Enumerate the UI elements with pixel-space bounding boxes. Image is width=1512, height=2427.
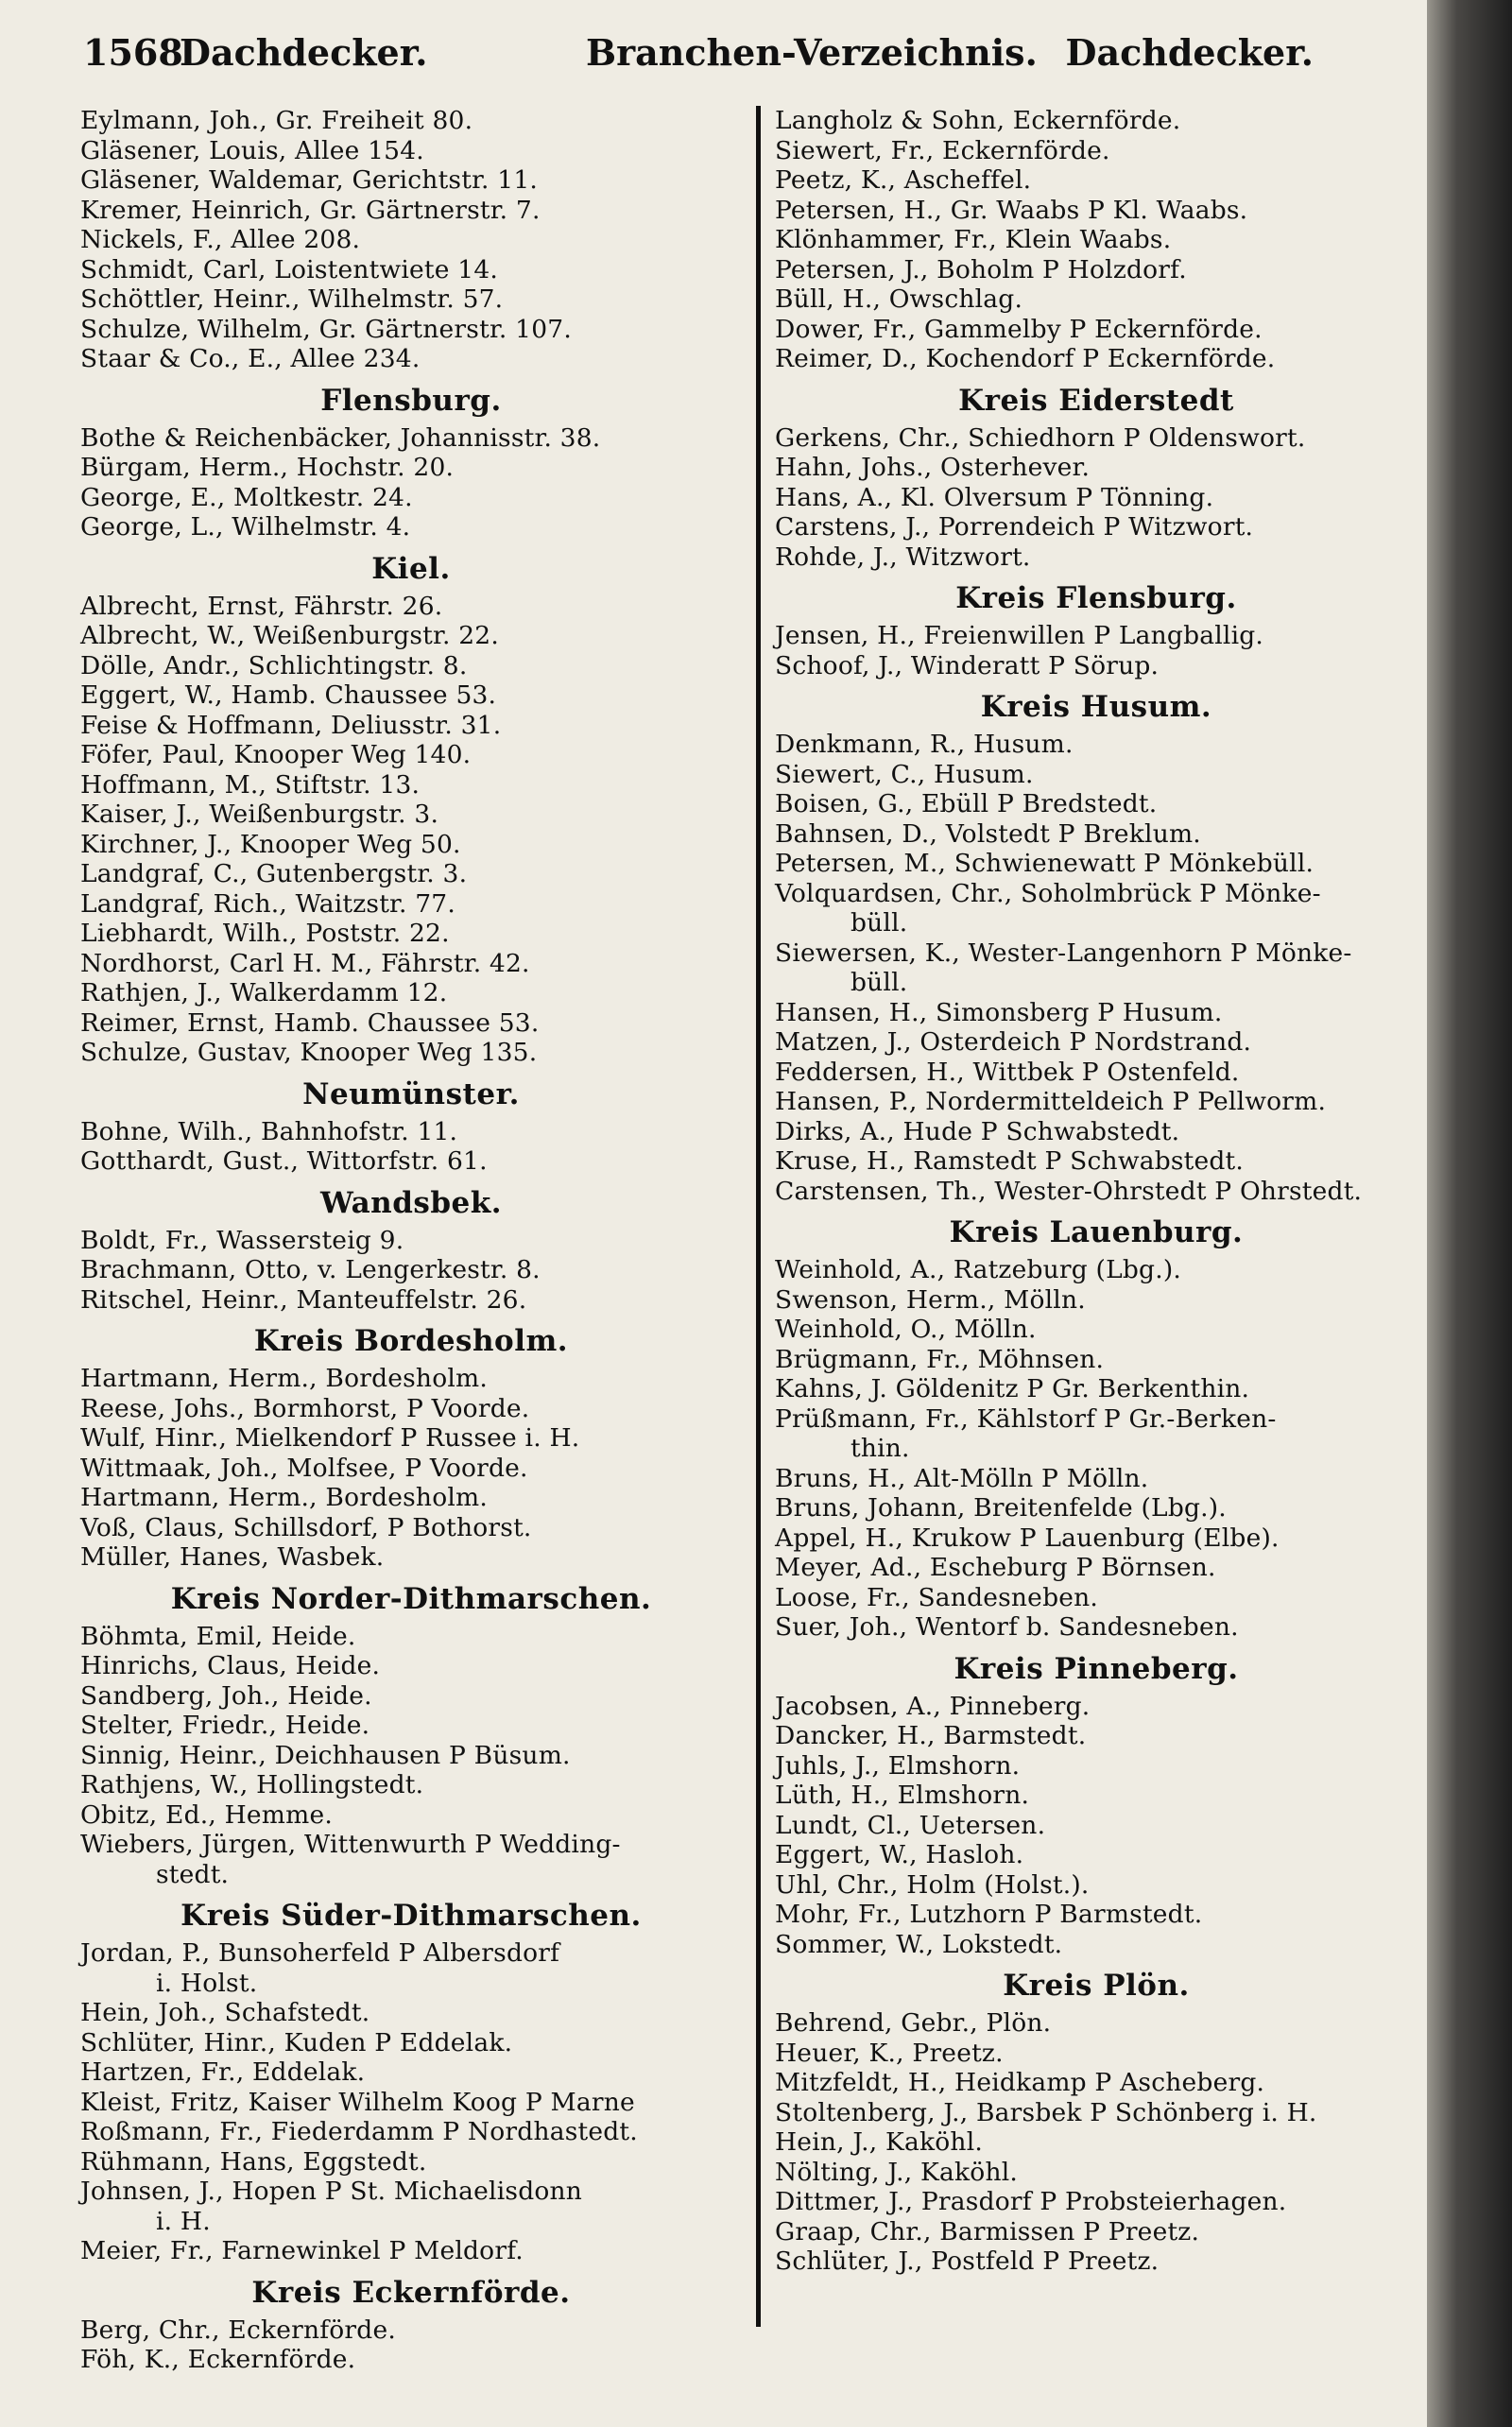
entry-text: Boisen, G., Ebüll P Bredstedt. (775, 789, 1158, 818)
section-heading: Kreis Flensburg. (955, 581, 1237, 615)
entry-text: Matzen, J., Osterdeich P Nordstrand. (775, 1027, 1252, 1057)
directory-entry (775, 542, 1418, 573)
entry-text: Hartmann, Herm., Bordesholm. (80, 1483, 488, 1512)
entry-text: Ritschel, Heinr., Manteuffelstr. 26. (80, 1284, 527, 1315)
section-heading: Kiel. (371, 551, 451, 586)
entry-text: Reimer, Ernst, Hamb. Chaussee 53. (80, 1007, 540, 1038)
directory-entry (775, 1553, 1418, 1583)
directory-entry (80, 2117, 742, 2147)
directory-entry (80, 453, 742, 483)
directory-entry (80, 1255, 742, 1285)
directory-entry (80, 483, 742, 513)
entry-text: Reese, Johs., Bormhorst, P Voorde. (80, 1393, 530, 1423)
entry-text: Jensen, H., Freienwillen P Langballig. (775, 621, 1264, 650)
entry-text: Berg, Chr., Eckernförde. (80, 2315, 396, 2345)
directory-entry (80, 315, 742, 345)
directory-entry (775, 2039, 1418, 2069)
entry-text: Lundt, Cl., Uetersen. (775, 1810, 1046, 1840)
entry-text: Lüth, H., Elmshorn. (775, 1781, 1030, 1810)
entry-text: Hahn, Johs., Osterhever. (775, 453, 1091, 482)
directory-entry (775, 1404, 1418, 1464)
entry-text: Carstensen, Th., Wester-Ohrstedt P Ohrstedt. (775, 1176, 1363, 1206)
directory-entry (775, 789, 1418, 819)
directory-entry (80, 1741, 742, 1771)
directory-entry (80, 1364, 742, 1394)
entry-text: Meyer, Ad., Escheburg P Börnsen. (775, 1553, 1216, 1582)
entry-text: Wulf, Hinr., Mielkendorf P Russee i. H. (80, 1423, 580, 1453)
entry-text: Bothe & Reichenbäcker, Johannisstr. 38. (80, 422, 601, 453)
entry-text: Hansen, P., Nordermitteldeich P Pellworm. (775, 1087, 1327, 1116)
directory-entry (80, 680, 742, 711)
directory-entry (80, 1711, 742, 1741)
directory-entry (80, 225, 742, 255)
entry-text: Johnsen, J., Hopen P St. Michaelisdonn (80, 2177, 583, 2206)
entry-text: Kruse, H., Ramstedt P Schwabstedt. (775, 1146, 1245, 1176)
directory-entry (775, 1087, 1418, 1117)
entry-text: Föfer, Paul, Knooper Weg 140. (80, 740, 472, 769)
directory-entry (775, 1374, 1418, 1404)
entry-text: Nölting, J., Kaköhl. (775, 2157, 1019, 2187)
entry-continuation: büll. (850, 968, 908, 997)
directory-entry (80, 1285, 742, 1316)
directory-entry (775, 483, 1418, 513)
directory-entry (80, 1454, 742, 1484)
entry-continuation: stedt. (156, 1859, 230, 1889)
entry-text: Dower, Fr., Gammelby P Eckernförde. (775, 314, 1263, 344)
entry-text: George, L., Wilhelmstr. 4. (80, 512, 411, 542)
entry-text: Peetz, K., Ascheffel. (775, 165, 1032, 195)
directory-entry (80, 423, 742, 454)
entry-text: Albrecht, Ernst, Fährstr. 26. (80, 591, 443, 621)
entry-text: Swenson, Herm., Mölln. (775, 1284, 1086, 1315)
entry-text: Klönhammer, Fr., Klein Waabs. (775, 225, 1172, 254)
entry-text: Hans, A., Kl. Olversum P Tönning. (775, 482, 1214, 512)
directory-entry (775, 315, 1418, 345)
entry-text: Brügmann, Fr., Möhnsen. (775, 1344, 1105, 1374)
entry-text: Hansen, H., Simonsberg P Husum. (775, 997, 1223, 1027)
entry-text: Rühmann, Hans, Eggstedt. (80, 2146, 427, 2177)
directory-entry (775, 2068, 1418, 2098)
directory-entry (80, 196, 742, 226)
section-heading: Kreis Norder-Dithmarschen. (170, 1581, 652, 1616)
entry-text: Hein, J., Kaköhl. (775, 2127, 983, 2157)
directory-entry (80, 1483, 742, 1513)
entry-text: Langholz & Sohn, Eckernförde. (775, 106, 1181, 135)
section-heading: Kreis Husum. (980, 690, 1212, 724)
entry-text: Nordhorst, Carl H. M., Fährstr. 42. (80, 948, 530, 978)
directory-entry (80, 949, 742, 979)
entry-text: Kremer, Heinrich, Gr. Gärtnerstr. 7. (80, 195, 541, 225)
entry-text: Petersen, J., Boholm P Holzdorf. (775, 254, 1187, 284)
directory-entry (80, 1998, 742, 2028)
entry-text: Reimer, D., Kochendorf P Eckernförde. (775, 344, 1276, 373)
entry-text: Gotthardt, Gust., Wittorfstr. 61. (80, 1146, 488, 1176)
directory-entry (80, 740, 742, 770)
page-title: Branchen-Verzeichnis. (586, 31, 1038, 74)
directory-entry (80, 136, 742, 166)
entry-text: Müller, Hanes, Wasbek. (80, 1542, 385, 1572)
directory-entry (80, 592, 742, 622)
entry-text: Hartzen, Fr., Eddelak. (80, 2057, 366, 2087)
section-heading: Kreis Bordesholm. (253, 1324, 569, 1358)
entry-text: Wittmaak, Joh., Molfsee, P Voorde. (80, 1453, 528, 1483)
entry-text: Loose, Fr., Sandesneben. (775, 1582, 1099, 1612)
directory-entry (80, 1394, 742, 1424)
directory-entry (80, 1542, 742, 1573)
directory-entry (775, 1315, 1418, 1345)
directory-entry (775, 1255, 1418, 1285)
entry-text: Rohde, J., Witzwort. (775, 542, 1031, 572)
directory-entry (775, 423, 1418, 454)
directory-entry (80, 1423, 742, 1454)
entry-text: Sandberg, Joh., Heide. (80, 1680, 372, 1711)
entry-text: Boldt, Fr., Wassersteig 9. (80, 1225, 404, 1255)
directory-entry (80, 255, 742, 285)
directory-entry (80, 621, 742, 651)
directory-entry (775, 998, 1418, 1028)
directory-entry (775, 2187, 1418, 2217)
entry-text: Gläsener, Waldemar, Gerichtstr. 11. (80, 165, 539, 195)
entry-text: Schlüter, Hinr., Kuden P Eddelak. (80, 2027, 513, 2057)
entry-text: Petersen, H., Gr. Waabs P Kl. Waabs. (775, 195, 1248, 225)
directory-entry (775, 1840, 1418, 1870)
entry-text: Volquardsen, Chr., Soholmbrück P Mönke- (775, 878, 1321, 908)
entry-text: Kaiser, J., Weißenburgstr. 3. (80, 800, 439, 829)
entry-text: Gerkens, Chr., Schiedhorn P Oldenswort. (775, 422, 1306, 453)
directory-entry (80, 1008, 742, 1039)
directory-entry (775, 165, 1418, 196)
entry-text: Carstens, J., Porrendeich P Witzwort. (775, 512, 1254, 542)
entry-text: Stoltenberg, J., Barsbek P Schönberg i. H. (775, 2097, 1317, 2127)
directory-entry (775, 1870, 1418, 1901)
entry-text: Bruns, H., Alt-Mölln P Mölln. (775, 1463, 1149, 1493)
entry-text: Siewert, C., Husum. (775, 759, 1034, 789)
page-header (57, 25, 1314, 81)
entry-text: Albrecht, W., Weißenburgstr. 22. (80, 621, 499, 650)
directory-entry (80, 165, 742, 196)
column-divider (756, 106, 761, 2327)
directory-entry (775, 1464, 1418, 1494)
directory-entry (775, 1285, 1418, 1316)
directory-entry (80, 978, 742, 1008)
section-heading: Neumünster. (302, 1076, 520, 1111)
page-number: 1568 (83, 31, 183, 74)
directory-entry (775, 651, 1418, 681)
entry-text: Behrend, Gebr., Plön. (775, 2008, 1052, 2038)
left-running-head: Dachdecker. (180, 31, 428, 74)
entry-text: Appel, H., Krukow P Lauenburg (Elbe). (775, 1523, 1280, 1553)
section-heading: Kreis Eckernförde. (251, 2275, 571, 2310)
directory-entry (775, 1751, 1418, 1782)
entry-text: Eggert, W., Hamb. Chaussee 53. (80, 680, 497, 710)
directory-entry (80, 1830, 742, 1889)
entry-text: Gläsener, Louis, Allee 154. (80, 135, 424, 165)
directory-entry (775, 1930, 1418, 1960)
section-heading: Flensburg. (320, 383, 502, 418)
entry-text: Hinrichs, Claus, Heide. (80, 1651, 381, 1680)
entry-text: Büll, H., Owschlag. (775, 284, 1023, 314)
directory-entry (80, 889, 742, 920)
entry-text: Bruns, Johann, Breitenfelde (Lbg.). (775, 1493, 1227, 1523)
directory-entry (80, 344, 742, 374)
directory-entry (775, 1058, 1418, 1088)
directory-entry (775, 2127, 1418, 2158)
entry-text: Eylmann, Joh., Gr. Freiheit 80. (80, 106, 473, 135)
entry-continuation: i. Holst. (156, 1968, 258, 1998)
directory-entry (775, 1781, 1418, 1811)
entry-text: Liebhardt, Wilh., Poststr. 22. (80, 919, 450, 948)
directory-entry (80, 1770, 742, 1800)
directory-entry (80, 2088, 742, 2118)
directory-entry (775, 453, 1418, 483)
directory-entry (80, 651, 742, 681)
directory-entry (775, 1345, 1418, 1375)
entry-text: Bohne, Wilh., Bahnhofstr. 11. (80, 1116, 458, 1146)
entry-text: Mohr, Fr., Lutzhorn P Barmstedt. (775, 1900, 1203, 1929)
directory-entry (80, 2057, 742, 2088)
directory-entry (80, 830, 742, 860)
directory-entry (775, 1027, 1418, 1058)
entry-text: Schoof, J., Winderatt P Sörup. (775, 650, 1160, 680)
directory-entry (775, 255, 1418, 285)
section-heading: Kreis Lauenburg. (949, 1215, 1244, 1249)
entry-continuation: thin. (850, 1434, 910, 1463)
directory-entry (80, 1938, 742, 1998)
entry-continuation: büll. (850, 908, 908, 938)
directory-entry (775, 1117, 1418, 1147)
directory-entry (80, 919, 742, 949)
entry-text: Bahnsen, D., Volstedt P Breklum. (775, 818, 1201, 849)
directory-entry (775, 2217, 1418, 2247)
directory-entry (80, 1146, 742, 1177)
entry-text: Siewersen, K., Wester-Langenhorn P Mönke- (775, 938, 1352, 968)
entry-text: George, E., Moltkestr. 24. (80, 482, 413, 512)
entry-text: Voß, Claus, Schillsdorf, P Bothorst. (80, 1512, 532, 1542)
directory-entry (775, 1721, 1418, 1751)
directory-entry (775, 621, 1418, 651)
right-column (775, 106, 1418, 2277)
entry-text: Mitzfeldt, H., Heidkamp P Ascheberg. (775, 2068, 1265, 2097)
directory-entry (80, 770, 742, 800)
entry-text: Brachmann, Otto, v. Lengerkestr. 8. (80, 1255, 541, 1284)
entry-text: Meier, Fr., Farnewinkel P Meldorf. (80, 2236, 524, 2265)
directory-entry (80, 2028, 742, 2058)
entry-text: Dancker, H., Barmstedt. (775, 1721, 1087, 1750)
directory-entry (775, 1523, 1418, 1554)
entry-continuation: i. H. (156, 2206, 211, 2236)
directory-entry (775, 1900, 1418, 1930)
directory-entry (80, 1038, 742, 1068)
directory-entry (775, 760, 1418, 790)
entry-text: Obitz, Ed., Hemme. (80, 1799, 333, 1830)
directory-entry (775, 1146, 1418, 1177)
section-heading: Wandsbek. (319, 1185, 503, 1220)
directory-entry (775, 136, 1418, 166)
directory-entry (80, 1513, 742, 1543)
section-heading: Kreis Plön. (1003, 1969, 1190, 2003)
directory-entry (775, 879, 1418, 938)
entry-text: Petersen, M., Schwienewatt P Mönkebüll. (775, 849, 1314, 878)
entry-text: Nickels, F., Allee 208. (80, 225, 361, 254)
entry-text: Siewert, Fr., Eckernförde. (775, 135, 1110, 165)
directory-entry (80, 512, 742, 542)
directory-entry (80, 1800, 742, 1831)
entry-text: Schulze, Gustav, Knooper Weg 135. (80, 1038, 538, 1067)
directory-entry (775, 1811, 1418, 1841)
directory-entry (775, 225, 1418, 255)
entry-text: Hartmann, Herm., Bordesholm. (80, 1364, 488, 1393)
entry-text: Schlüter, J., Postfeld P Preetz. (775, 2246, 1160, 2276)
entry-text: Hein, Joh., Schafstedt. (80, 1998, 370, 2027)
entry-text: Böhmta, Emil, Heide. (80, 1621, 356, 1651)
directory-entry (775, 196, 1418, 226)
entry-text: Denkmann, R., Husum. (775, 730, 1074, 759)
directory-entry (80, 1681, 742, 1712)
entry-text: Dölle, Andr., Schlichtingstr. 8. (80, 650, 468, 680)
directory-entry (80, 2177, 742, 2236)
section-heading: Kreis Eiderstedt (958, 383, 1234, 418)
directory-entry (775, 512, 1418, 542)
directory-entry (80, 2236, 742, 2266)
entry-text: Sinnig, Heinr., Deichhausen P Büsum. (80, 1740, 571, 1770)
entry-text: Kirchner, J., Knooper Weg 50. (80, 829, 461, 859)
directory-entry (80, 859, 742, 889)
directory-entry (775, 2158, 1418, 2188)
entry-text: Wiebers, Jürgen, Wittenwurth P Wedding- (80, 1830, 621, 1859)
directory-entry (775, 730, 1418, 760)
directory-entry (775, 2098, 1418, 2128)
entry-text: Bürgam, Herm., Hochstr. 20. (80, 453, 455, 482)
directory-entry (775, 2008, 1418, 2039)
entry-text: Schulze, Wilhelm, Gr. Gärtnerstr. 107. (80, 314, 572, 344)
entry-text: Schöttler, Heinr., Wilhelmstr. 57. (80, 284, 504, 314)
directory-entry (775, 1177, 1418, 1207)
entry-text: Föh, K., Eckernförde. (80, 2345, 356, 2374)
entry-text: Graap, Chr., Barmissen P Preetz. (775, 2216, 1200, 2246)
directory-entry (80, 1651, 742, 1681)
entry-text: Prüßmann, Fr., Kählstorf P Gr.-Berken- (775, 1403, 1277, 1434)
entry-text: Jacobsen, A., Pinneberg. (775, 1691, 1091, 1721)
directory-entry (80, 2315, 742, 2346)
section-heading: Kreis Pinneberg. (954, 1651, 1239, 1686)
entry-text: Stelter, Friedr., Heide. (80, 1711, 370, 1740)
directory-entry (775, 1493, 1418, 1523)
entry-text: Landgraf, Rich., Waitzstr. 77. (80, 888, 455, 919)
directory-entry (80, 1117, 742, 1147)
entry-text: Eggert, W., Hasloh. (775, 1840, 1024, 1869)
directory-entry (775, 849, 1418, 879)
right-running-head: Dachdecker. (1065, 31, 1314, 74)
page-edge-shadow (1427, 0, 1512, 2427)
entry-text: Hoffmann, M., Stiftstr. 13. (80, 769, 421, 800)
directory-entry (80, 1622, 742, 1652)
directory-entry (80, 711, 742, 741)
entry-text: Uhl, Chr., Holm (Holst.). (775, 1869, 1090, 1900)
directory-entry (80, 106, 742, 136)
directory-entry (775, 284, 1418, 315)
entry-text: Suer, Joh., Wentorf b. Sandesneben. (775, 1612, 1239, 1642)
entry-text: Staar & Co., E., Allee 234. (80, 344, 421, 373)
directory-entry (775, 106, 1418, 136)
entry-text: Weinhold, A., Ratzeburg (Lbg.). (775, 1255, 1182, 1284)
entry-text: Roßmann, Fr., Fiederdamm P Nordhastedt. (80, 2117, 638, 2146)
directory-entry (775, 1612, 1418, 1643)
directory-entry (775, 2246, 1418, 2277)
directory-entry (80, 2147, 742, 2177)
entry-text: Jordan, P., Bunsoherfeld P Albersdorf (80, 1938, 560, 1968)
section-heading: Kreis Süder-Dithmarschen. (180, 1899, 642, 1933)
entry-text: Heuer, K., Preetz. (775, 2038, 1004, 2068)
directory-entry (80, 1226, 742, 1256)
left-column (80, 106, 742, 2375)
directory-entry (775, 1692, 1418, 1722)
entry-text: Landgraf, C., Gutenbergstr. 3. (80, 859, 468, 888)
entry-text: Rathjen, J., Walkerdamm 12. (80, 978, 448, 1007)
directory-entry (775, 1583, 1418, 1613)
entry-text: Kleist, Fritz, Kaiser Wilhelm Koog P Marne (80, 2087, 635, 2117)
entry-text: Kahns, J. Göldenitz P Gr. Berkenthin. (775, 1374, 1250, 1403)
directory-entry (80, 800, 742, 830)
directory-entry (775, 819, 1418, 850)
entry-text: Juhls, J., Elmshorn. (775, 1750, 1021, 1781)
entry-text: Rathjens, W., Hollingstedt. (80, 1770, 424, 1799)
entry-text: Sommer, W., Lokstedt. (775, 1929, 1063, 1959)
entry-text: Dittmer, J., Prasdorf P Probsteierhagen. (775, 2187, 1287, 2216)
entry-text: Feddersen, H., Wittbek P Ostenfeld. (775, 1057, 1240, 1087)
directory-entry (775, 938, 1418, 998)
entry-text: Schmidt, Carl, Loistentwiete 14. (80, 254, 499, 284)
entry-text: Weinhold, O., Mölln. (775, 1315, 1037, 1344)
directory-entry (775, 344, 1418, 374)
entry-text: Dirks, A., Hude P Schwabstedt. (775, 1116, 1180, 1146)
entry-text: Feise & Hoffmann, Deliusstr. 31. (80, 710, 502, 740)
directory-entry (80, 284, 742, 315)
directory-entry (80, 2345, 742, 2375)
